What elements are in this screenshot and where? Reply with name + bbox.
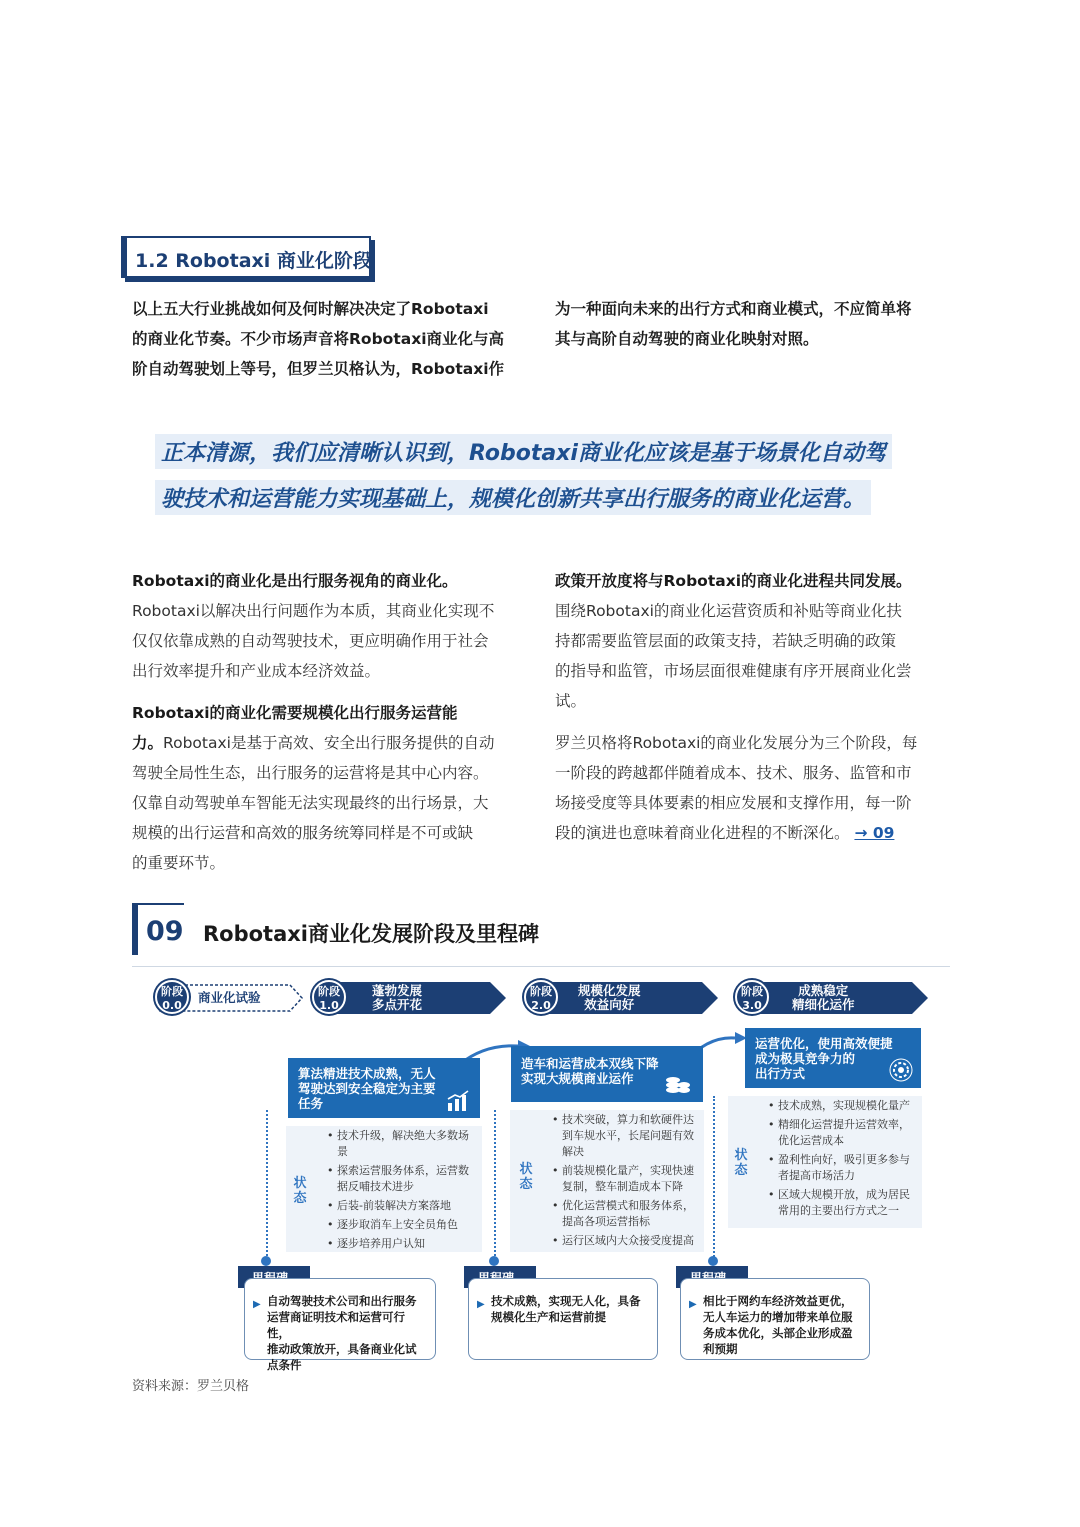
intro-line: 的商业化节奏。不少市场声音将Robotaxi商业化与高 — [132, 330, 505, 348]
paragraph-line: 出行效率提升和产业成本经济效益。 — [132, 662, 381, 680]
state-label-char: 态 — [734, 1163, 748, 1178]
paragraph-line: 驾驶全局性生态，出行服务的运营将是其中心内容。 — [132, 764, 489, 782]
paragraph-heading: Robotaxi的商业化需要规模化出行服务运营能 — [132, 704, 458, 722]
pull-quote-line-1: 正本清源，我们应清晰认识到，Robotaxi商业化应该是基于场景化自动驾 — [155, 434, 892, 469]
paragraph-line: 一阶段的跨越都伴随着成本、技术、服务、监管和市 — [555, 764, 912, 782]
state-label-char: 态 — [293, 1191, 307, 1206]
stage-badge-label: 阶段 — [741, 985, 763, 998]
stage-label-line: 成熟稳定 — [798, 983, 849, 998]
paragraph-heading-end: 力。 — [132, 734, 164, 752]
stage-1-label — [372, 984, 422, 1012]
milestone-line: 运营商证明技术和运营可行性， — [267, 1310, 405, 1340]
body-left-column — [132, 566, 532, 878]
milestone-arrow-icon: ▶ — [253, 1299, 261, 1310]
pull-quote-line-2: 驶技术和运营能力实现基础上，规模化创新共享出行服务的商业化运营。 — [155, 480, 871, 515]
stage-3-label — [792, 984, 855, 1012]
stage-0-label: 商业化试验 — [198, 990, 261, 1005]
stage-2-timeline — [494, 1110, 496, 1260]
stage-2-state-label — [518, 1162, 534, 1192]
objective-line: 造车和运营成本双线下降 — [521, 1056, 659, 1071]
stage-badge-number: 1.0 — [319, 999, 339, 1012]
coin-stack-icon — [665, 1072, 691, 1094]
paragraph-line: 仅靠自动驾驶单车智能无法实现最终的出行场景，大 — [132, 794, 489, 812]
list-item: • 逐步培养用户认知 — [327, 1236, 479, 1252]
list-item: • 前装规模化量产，实现快速复制，整车制造成本下降 — [552, 1163, 702, 1195]
stage-label-line: 蓬勃发展 — [372, 983, 423, 998]
intro-line: 以上五大行业挑战如何及何时解决决定了Robotaxi — [132, 300, 489, 318]
list-item: • 盈利性向好，吸引更多参与者提高市场活力 — [768, 1152, 918, 1184]
paragraph-line: 罗兰贝格将Robotaxi的商业化发展分为三个阶段，每 — [555, 734, 918, 752]
stage-2-state-list — [552, 1112, 702, 1252]
stage-2-objective — [511, 1046, 703, 1102]
section-heading: 1.2 Robotaxi 商业化阶段 — [121, 236, 371, 278]
paragraph-line: 试。 — [555, 692, 587, 710]
milestone-line: 规模化生产和运营前提 — [491, 1310, 606, 1324]
stage-badge-number: 3.0 — [742, 999, 762, 1012]
state-label-char: 态 — [519, 1177, 533, 1192]
stage-3-state-label — [733, 1148, 749, 1178]
milestone-line: 技术成熟，实现无人化，具备 — [491, 1294, 641, 1308]
paragraph-line: 持都需要监管层面的政策支持，若缺乏明确的政策 — [555, 632, 897, 650]
stage-2-label — [578, 984, 641, 1012]
intro-right — [555, 294, 955, 354]
intro-line: 为一种面向未来的出行方式和商业模式，不应简单将 — [555, 300, 912, 318]
stage-3-timeline-dot — [708, 1256, 718, 1266]
body-right-column — [555, 566, 955, 848]
milestone-line: 相比于网约车经济效益更优， — [703, 1294, 853, 1308]
milestone-line: 务成本优化，头部企业形成盈 — [703, 1326, 853, 1340]
stage-1-milestone — [244, 1278, 436, 1372]
stage-3-objective — [745, 1028, 921, 1088]
objective-line: 任务 — [298, 1096, 324, 1111]
paragraph-heading: Robotaxi的商业化是出行服务视角的商业化。 — [132, 572, 458, 590]
stage-badge-number: 2.0 — [531, 999, 551, 1012]
list-item: • 运行区域内大众接受度提高 — [552, 1233, 702, 1249]
paragraph-text: 段的演进也意味着商业化进程的不断深化。 — [555, 824, 850, 842]
milestone-line: 无人车运力的增加带来单位服 — [703, 1310, 853, 1324]
source-note: 资料来源：罗兰贝格 — [132, 1379, 250, 1394]
stage-label-line: 多点开花 — [372, 997, 423, 1012]
stage-2-milestone — [468, 1278, 658, 1360]
milestone-arrow-icon: ▶ — [689, 1299, 697, 1310]
paragraph-line: Robotaxi以解决出行问题作为本质，其商业化实现不 — [132, 602, 495, 620]
figure-title: Robotaxi商业化发展阶段及里程碑 — [203, 922, 540, 946]
stage-1-state-list — [327, 1128, 479, 1255]
stage-badge-label: 阶段 — [318, 985, 340, 998]
paragraph-line: 仅仅依靠成熟的自动驾驶技术，更应明确作用于社会 — [132, 632, 489, 650]
objective-line: 驾驶达到安全稳定为主要 — [298, 1081, 436, 1096]
list-item: • 区域大规模开放，成为居民常用的主要出行方式之一 — [768, 1187, 918, 1219]
stage-2-badge — [524, 980, 558, 1014]
objective-line: 算法精进技术成熟，无人 — [298, 1066, 436, 1081]
stage-badge-number: 0.0 — [162, 999, 182, 1012]
objective-line: 实现大规模商业运作 — [521, 1071, 634, 1086]
intro-line: 其与高阶自动驾驶的商业化映射对照。 — [555, 330, 819, 348]
paragraph-line — [132, 728, 532, 758]
paragraph-line — [555, 818, 955, 848]
figure-divider — [132, 966, 950, 967]
state-label-char: 状 — [519, 1162, 533, 1177]
intro-left — [132, 294, 532, 384]
stage-label-line: 规模化发展 — [578, 983, 641, 998]
list-item: • 优化运营模式和服务体系，提高各项运营指标 — [552, 1198, 702, 1230]
milestone-line: 自动驾驶技术公司和出行服务 — [267, 1294, 417, 1308]
list-item: • 技术升级，解决绝大多数场景 — [327, 1128, 479, 1160]
objective-line: 运营优化，使用高效便捷 — [755, 1036, 893, 1051]
objective-line: 成为极具竞争力的 — [755, 1051, 856, 1066]
intro-line: 阶自动驾驶划上等号，但罗兰贝格认为，Robotaxi作 — [132, 360, 505, 378]
stage-1-state-label — [292, 1176, 308, 1206]
bar-chart-icon — [446, 1090, 470, 1112]
paragraph-text: Robotaxi是基于高效、安全出行服务提供的自动 — [163, 734, 495, 752]
figure-reference-link[interactable]: → 09 — [854, 824, 895, 842]
state-label-char: 状 — [734, 1148, 748, 1163]
milestone-line: 利预期 — [703, 1342, 738, 1356]
figure-number: 09 — [146, 916, 184, 947]
stage-3-timeline — [713, 1096, 715, 1260]
paragraph-line: 的指导和监管，市场层面很难健康有序开展商业化尝 — [555, 662, 912, 680]
list-item: • 技术成熟，实现规模化量产 — [768, 1098, 918, 1114]
stage-label-line: 效益向好 — [584, 997, 635, 1012]
stage-badge-label: 阶段 — [530, 985, 552, 998]
stage-3-badge — [735, 980, 769, 1014]
paragraph-line: 的重要环节。 — [132, 854, 226, 872]
stage-3-state-list — [768, 1098, 918, 1222]
stage-3-milestone — [680, 1278, 870, 1360]
stage-label-line: 精细化运作 — [792, 997, 855, 1012]
paragraph-heading: 政策开放度将与Robotaxi的商业化进程共同发展。 — [555, 572, 912, 590]
milestone-line: 推动政策放开，具备商业化试 — [267, 1342, 417, 1356]
paragraph-line: 规模的出行运营和高效的服务统筹同样是不可或缺 — [132, 824, 474, 842]
milestone-line: 点条件 — [267, 1358, 302, 1372]
stage-1-objective — [288, 1058, 480, 1118]
list-item: • 探索运营服务体系，运营数据反哺技术进步 — [327, 1163, 479, 1195]
stage-1-badge — [312, 980, 346, 1014]
list-item: • 技术突破，算力和软硬件达到车规水平，长尾问题有效解决 — [552, 1112, 702, 1160]
list-item: • 逐步取消车上安全员角色 — [327, 1217, 479, 1233]
paragraph-line: 围绕Robotaxi的商业化运营资质和补贴等商业化扶 — [555, 602, 902, 620]
milestone-arrow-icon: ▶ — [477, 1299, 485, 1310]
stage-1-timeline — [266, 1110, 268, 1260]
paragraph-line: 场接受度等具体要素的相应发展和支撑作用，每一阶 — [555, 794, 912, 812]
stage-1-timeline-dot — [261, 1256, 271, 1266]
objective-line: 出行方式 — [755, 1066, 806, 1081]
state-label-char: 状 — [293, 1176, 307, 1191]
stage-badge-label: 阶段 — [161, 985, 183, 998]
stage-2-timeline-dot — [489, 1256, 499, 1266]
list-item: • 后装-前装解决方案落地 — [327, 1198, 479, 1214]
stage-0-badge — [155, 980, 189, 1014]
gear-icon — [889, 1058, 913, 1082]
list-item: • 精细化运营提升运营效率，优化运营成本 — [768, 1117, 918, 1149]
